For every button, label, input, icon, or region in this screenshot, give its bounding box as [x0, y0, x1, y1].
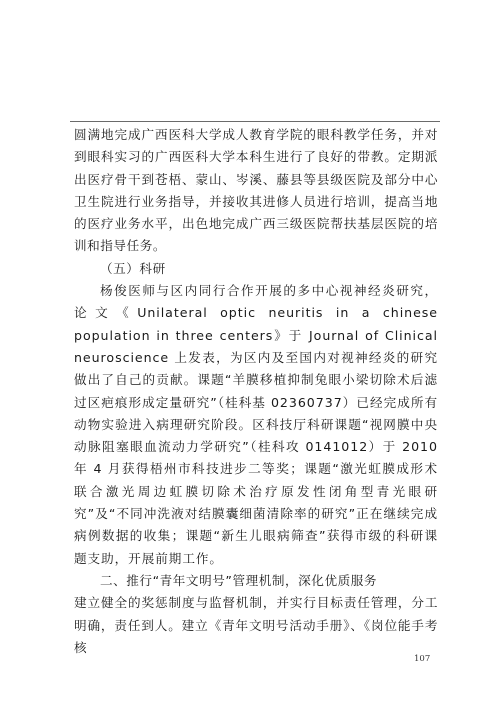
document-body	[74, 124, 438, 659]
header-rule	[70, 121, 440, 122]
heading-research: （五）科研	[100, 260, 166, 276]
paragraph-reward-system: 建立健全的奖惩制度与监督机制，并实行目标责任管理，分工明确，责任到人。建立《青年文明号活动手册》、《岗位能手考核	[74, 595, 438, 655]
heading-youth-civilization: 二、推行“青年文明号”管理机制，深化优质服务	[100, 572, 378, 588]
page-number: 107	[414, 654, 431, 664]
paragraph-teaching-tasks: 圆满地完成广西医科大学成人教育学院的眼科教学任务，并对到眼科实习的广西医科大学本科生进行了良好的带教。定期派出医疗骨干到苍梧、蒙山、岑溪、藤县等县级医院及部分中心卫生院进行业务指导，并接收其进修人员进行培训，提高当地的医疗业务水平，出色地完成广西三级医院帮扶基层医院的培训和指导任务。	[74, 127, 438, 254]
paragraph-research: 杨俊医师与区内同行合作开展的多中心视神经炎研究，论文《Unilateral optic neuritis in a chinese population in three centers》于 Journal of Clinical neuroscience 上发表，为区内及至国内对视神经炎的研究做出了自己的贡献。课题“羊膜移植抑制兔眼小梁切除术后滤过区疤痕形成定量研究”（桂科基 02360737）已经完成所有动物实验进入病理研究阶段。区科技厅科研课题“视网膜中央动脉阻塞眼血流动力学研究”（桂科攻 0141012）于 2010 年 4 月获得梧州市科技进步二等奖；课题“激光虹膜成形术联合激光周边虹膜切除术治疗原发性闭角型青光眼研究”及“不同冲洗液对结膜囊细菌清除率的研究”正在继续完成病例数据的收集；课题“新生儿眼病筛查”获得市级的科研课题支助，开展前期工作。	[74, 283, 438, 566]
